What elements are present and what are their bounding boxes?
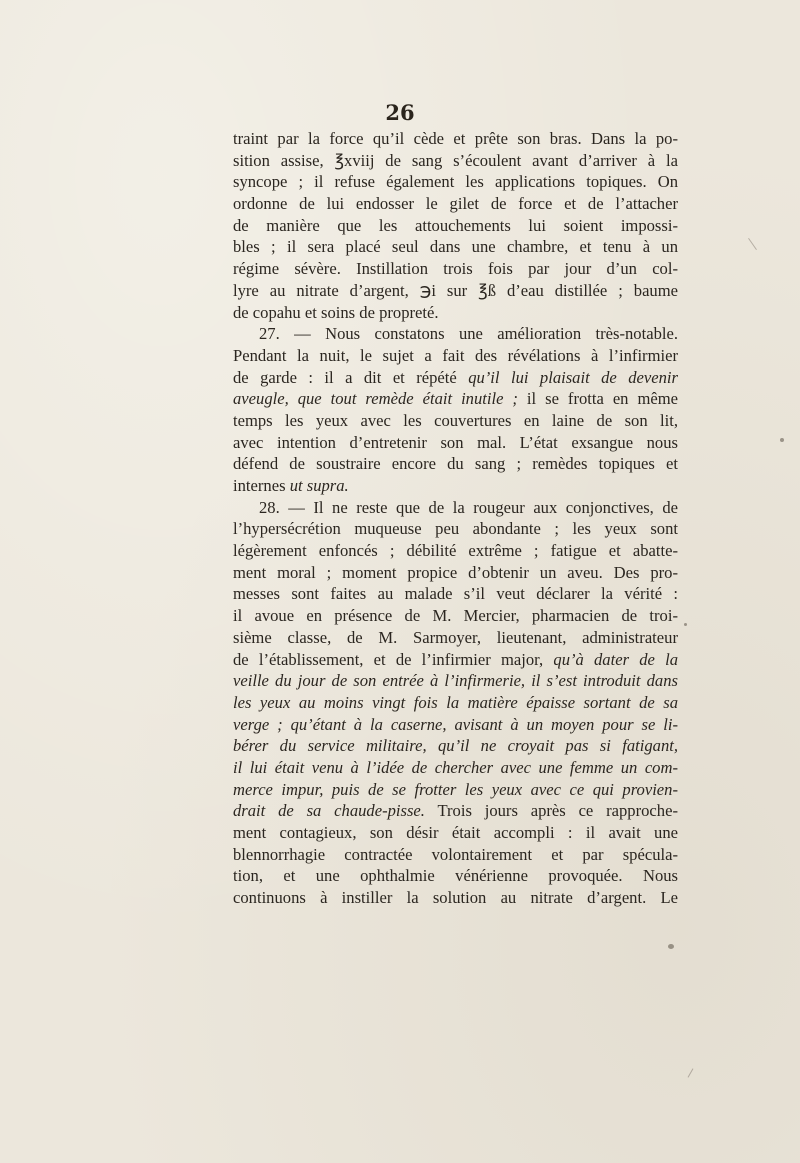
text-line [233, 562, 678, 584]
text-line [233, 887, 678, 909]
text-segment: bles ; il sera placé seul dans une chambre, et tenu à un [233, 237, 678, 257]
text-line [233, 280, 678, 302]
paper-speck [668, 944, 674, 949]
text-segment: avec intention d’entretenir son mal. L’état exsangue nous [233, 432, 678, 452]
text-line [233, 323, 678, 345]
paper-speck [684, 623, 687, 626]
italic-text: qu’à dater de la [553, 649, 678, 669]
text-segment: tion, et une ophthalmie vénérienne provoquée. Nous [233, 866, 678, 886]
text-segment: il avoue en présence de M. Mercier, pharmacien de troi- [233, 606, 678, 626]
text-line [233, 345, 678, 367]
text-segment: de manière que les attouchements lui soient impossi- [233, 215, 678, 235]
italic-text: drait de sa chaude-pisse. [233, 801, 425, 821]
text-line [233, 388, 678, 410]
text-segment: de copahu et soins de propreté. [233, 302, 439, 322]
text-line [233, 410, 678, 432]
italic-text: qu’il lui plaisait de devenir [468, 367, 678, 387]
italic-text: aveugle, que tout remède était inutile ; [233, 389, 518, 409]
text-line [233, 649, 678, 671]
text-line [233, 302, 678, 324]
text-segment: temps les yeux avec les couvertures en laine de son lit, [233, 410, 678, 430]
text-segment: ment contagieux, son désir était accompli : il avait une [233, 823, 678, 842]
text-line [233, 150, 678, 172]
text-line [233, 714, 678, 736]
text-segment: défend de soustraire encore du sang ; remèdes topiques et [233, 454, 678, 474]
text-line [233, 627, 678, 649]
text-segment: 27. — Nous constatons une amélioration très-notable. [259, 324, 678, 344]
text-line [233, 583, 678, 605]
text-line [233, 605, 678, 627]
text-segment: il se frotta en même [517, 389, 678, 409]
italic-text: veille du jour de son entrée à l’infirmerie, il s’est introduit dans [233, 671, 678, 691]
text-segment: de garde : il a dit et répété [233, 367, 469, 387]
text-line [233, 128, 678, 150]
text-segment: lyre au nitrate d’argent, ℈i sur ℥ß d’eau distillée ; baume [233, 280, 678, 300]
paper-mark [748, 238, 757, 250]
text-line [233, 800, 678, 822]
text-line [233, 692, 678, 714]
text-segment: sième classe, de M. Sarmoyer, lieutenant, administrateur [233, 627, 678, 647]
page-number: 26 [385, 100, 415, 125]
text-line [233, 497, 678, 519]
text-line [233, 258, 678, 280]
paper-speck [780, 438, 784, 442]
text-segment: légèrement enfoncés ; débilité extrême ; fatigue et abatte- [233, 541, 678, 561]
text-line [233, 779, 678, 801]
text-segment: ment moral ; moment propice d’obtenir un aveu. Des pro- [233, 562, 678, 582]
text-line [233, 432, 678, 454]
text-line [233, 367, 678, 389]
text-segment: traint par la force qu’il cède et prête son bras. Dans la po- [233, 129, 678, 148]
paper-mark [688, 1068, 694, 1077]
text-line [233, 453, 678, 475]
italic-text: il lui était venu à l’idée de chercher avec une femme un com- [233, 757, 678, 777]
text-line [233, 844, 678, 866]
text-line [233, 236, 678, 258]
text-line [233, 822, 678, 844]
italic-text: les yeux au moins vingt fois la matière épaisse sortant de sa [233, 692, 678, 712]
text-segment: internes [233, 476, 290, 495]
text-segment: régime sévère. Instillation trois fois par jour d’un col- [233, 259, 678, 279]
text-line [233, 215, 678, 237]
italic-text: ut supra. [289, 476, 349, 495]
text-segment: sition assise, ℥xviij de sang s’écoulent avant d’arriver à la [233, 150, 678, 170]
text-segment: Trois jours après ce rapproche- [424, 801, 678, 821]
text-segment: messes sont faites au malade s’il veut déclarer la vérité : [233, 584, 678, 604]
text-line [233, 735, 678, 757]
text-line [233, 518, 678, 540]
text-segment: de l’établissement, et de l’infirmier major, [233, 649, 554, 669]
text-line [233, 540, 678, 562]
text-segment: blennorrhagie contractée volontairement et par spécula- [233, 844, 678, 864]
text-line [233, 193, 678, 215]
text-line [233, 757, 678, 779]
text-line [233, 171, 678, 193]
text-line [233, 670, 678, 692]
body-text [233, 128, 678, 909]
text-segment: continuons à instiller la solution au nitrate d’argent. Le [233, 888, 678, 908]
italic-text: bérer du service militaire, qu’il ne croyait pas si fatigant, [233, 736, 678, 756]
text-segment: Pendant la nuit, le sujet a fait des révélations à l’infirmier [233, 345, 678, 365]
italic-text: verge ; qu’étant à la caserne, avisant à un moyen pour se li- [233, 714, 678, 734]
italic-text: merce impur, puis de se frotter les yeux avec ce qui provien- [233, 779, 678, 799]
text-line [233, 475, 678, 497]
text-segment: l’hypersécrétion muqueuse peu abondante ; les yeux sont [233, 519, 678, 539]
text-segment: syncope ; il refuse également les applications topiques. On [233, 172, 678, 192]
text-segment: ordonne de lui endosser le gilet de force et de l’attacher [233, 194, 678, 214]
text-line [233, 865, 678, 887]
text-segment: 28. — Il ne reste que de la rougeur aux conjonctives, de [259, 497, 678, 517]
